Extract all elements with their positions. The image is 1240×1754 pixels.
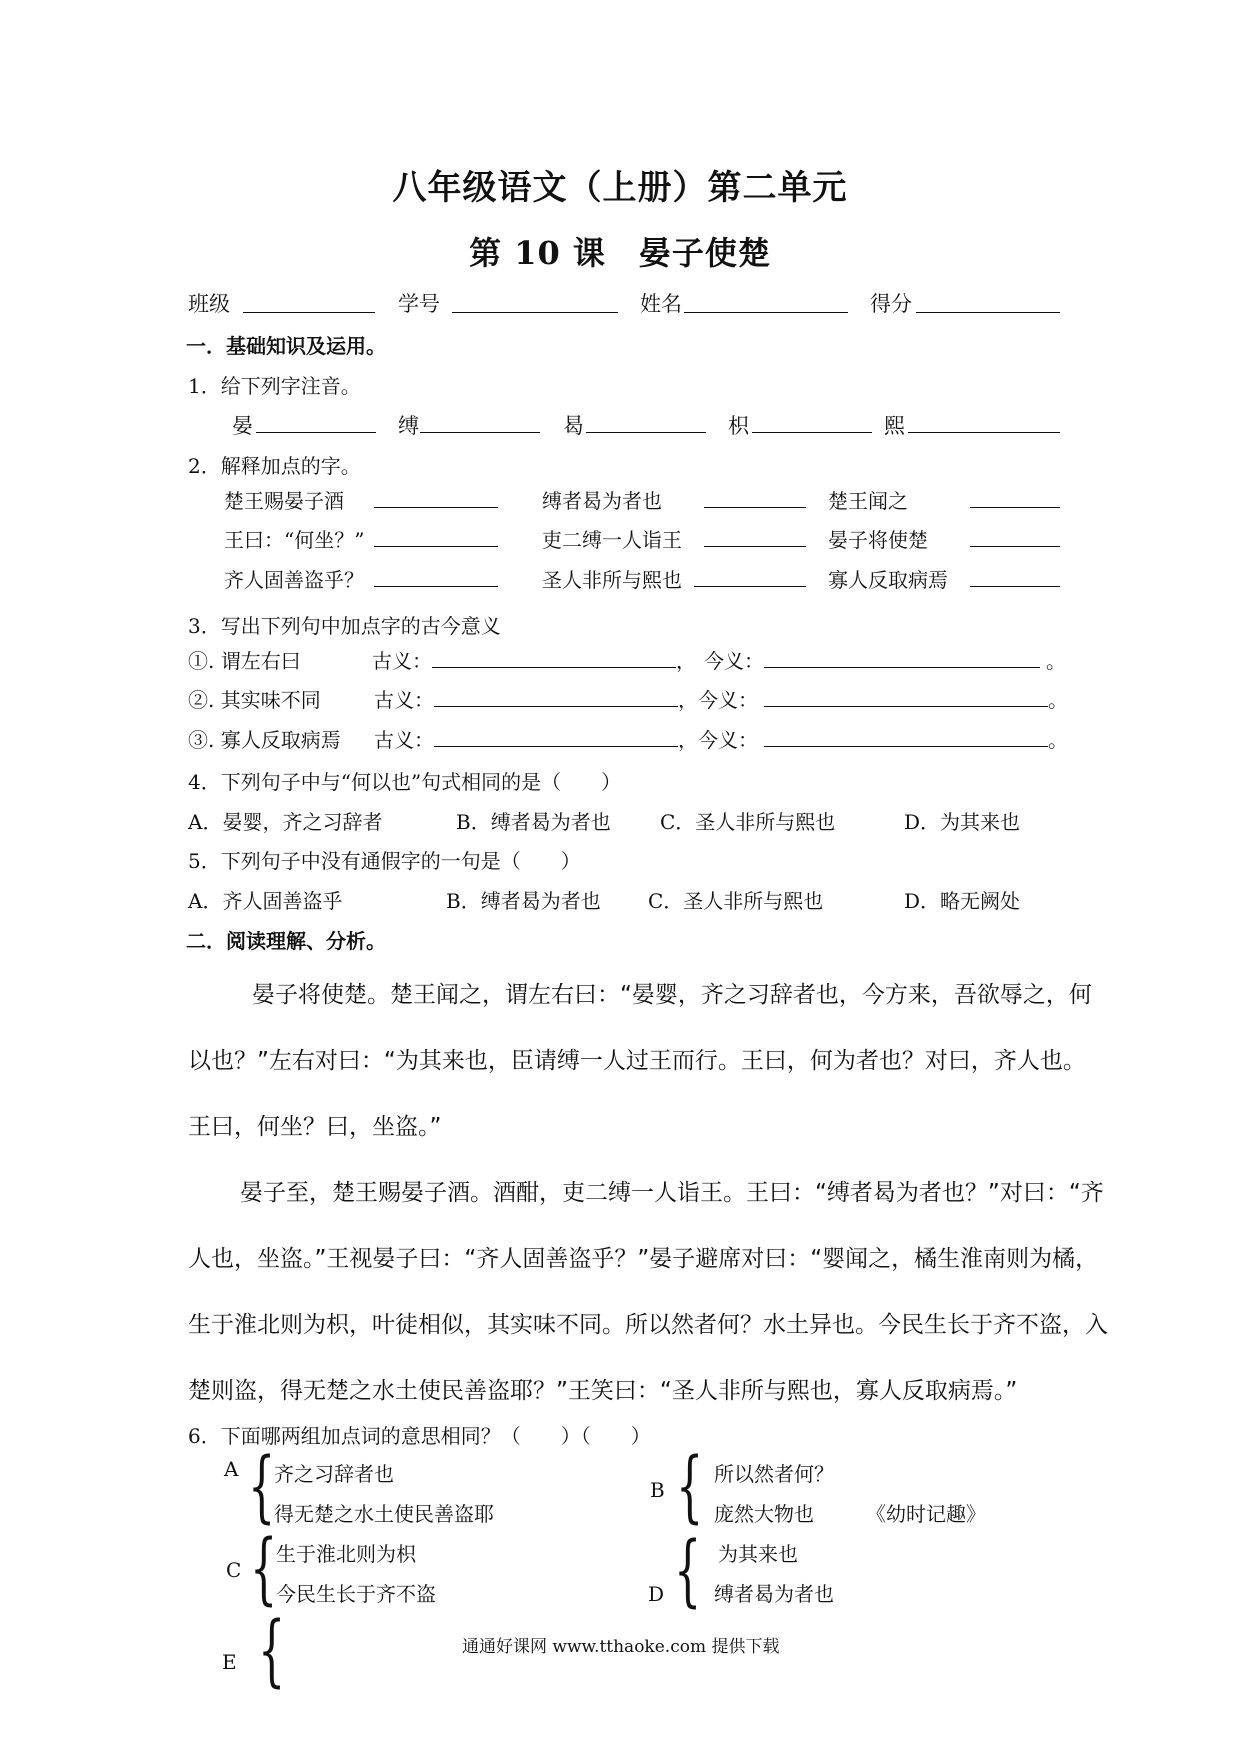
q3-gu-line[interactable] (434, 706, 678, 707)
q6-group-letter: D (648, 1582, 665, 1606)
passage-line: 以也？”左右对曰：“为其来也，臣请缚一人过王而行。王曰，何为者也？对曰，齐人也。 (188, 1048, 1086, 1074)
q5-label: 5．下列句子中没有通假字的一句是（ ） (188, 849, 581, 873)
q3-jin-label: 今义： (704, 649, 764, 673)
q2-answer-line[interactable] (374, 546, 498, 547)
q2-answer-line[interactable] (970, 586, 1060, 587)
q2-answer-line[interactable] (704, 507, 806, 508)
q2-answer-line[interactable] (374, 586, 498, 587)
q4-option-c[interactable]: C．圣人非所与熙也 (660, 810, 836, 834)
q1-char: 曷 (563, 414, 584, 438)
q6-phrase: 今民生长于齐不盗 (276, 1582, 436, 1606)
q3-item: ③. 寡人反取病焉 (188, 728, 341, 752)
q2-phrase: 齐人固善盗乎？ (224, 568, 364, 592)
passage-line: 晏子将使楚。楚王闻之，谓左右曰：“晏婴，齐之习辞者也，今方来，吾欲辱之，何 (252, 982, 1092, 1008)
q3-label: 3．写出下列句中加点字的古今意义 (188, 614, 501, 638)
q1-answer-line[interactable] (752, 432, 872, 433)
q2-answer-line[interactable] (704, 546, 806, 547)
q3-comma: ， (678, 728, 698, 752)
passage-line: 晏子至，楚王赐晏子酒。酒酣，吏二缚一人诣王。王曰：“缚者曷为者也？”对曰：“齐 (240, 1180, 1104, 1206)
q1-char: 缚 (398, 414, 419, 438)
passage-line: 楚则盗，得无楚之水土使民善盗耶？”王笑曰：“圣人非所与熙也，寡人反取病焉。” (188, 1378, 1018, 1404)
lesson-title: 第 10 课 晏子使楚 (469, 234, 771, 272)
field-name-line[interactable] (684, 312, 848, 313)
q5-option-a[interactable]: A．齐人固善盗乎 (188, 889, 343, 913)
q2-label: 2．解释加点的字。 (188, 454, 361, 478)
footer-credit: 通通好课网 www.tthaoke.com 提供下载 (462, 1637, 780, 1657)
q3-gu-label: 古义： (374, 728, 434, 752)
q4-option-d[interactable]: D．为其来也 (904, 810, 1021, 834)
q6-label: 6．下面哪两组加点词的意思相同？（ ）（ ） (188, 1424, 651, 1448)
q2-phrase: 圣人非所与熙也 (542, 568, 682, 592)
q3-comma: ， (678, 688, 698, 712)
q1-char: 晏 (232, 414, 253, 438)
field-score-label: 得分 (870, 292, 912, 316)
q3-jin-line[interactable] (764, 746, 1048, 747)
brace-icon: { (676, 1442, 704, 1532)
q6-phrase: 齐之习辞者也 (274, 1462, 394, 1486)
q2-answer-line[interactable] (374, 507, 498, 508)
q3-item: ①. 谓左右曰 (188, 649, 301, 673)
passage-line: 生于淮北则为枳，叶徒相似，其实味不同。所以然者何？水土异也。今民生长于齐不盗，入 (188, 1312, 1108, 1338)
q3-gu-label: 古义： (372, 649, 432, 673)
q5-option-c[interactable]: C．圣人非所与熙也 (648, 889, 824, 913)
q3-period: 。 (1048, 688, 1068, 712)
q4-label: 4．下列句子中与“何以也”句式相同的是（ ） (188, 770, 622, 794)
q3-gu-line[interactable] (434, 746, 678, 747)
page-title: 八年级语文（上册）第二单元 (392, 168, 848, 208)
q6-group-letter: C (226, 1558, 242, 1582)
q6-phrase: 所以然者何？ (714, 1462, 834, 1486)
passage-line: 人也，坐盗。”王视晏子曰：“齐人固善盗乎？”晏子避席对曰：“婴闻之，橘生淮南则为橘， (188, 1246, 1099, 1272)
field-number-label: 学号 (398, 292, 440, 316)
q1-answer-line[interactable] (908, 432, 1060, 433)
q4-option-a[interactable]: A．晏婴，齐之习辞者 (188, 810, 383, 834)
q1-answer-line[interactable] (256, 432, 376, 433)
q6-phrase: 庞然大物也 (714, 1502, 814, 1526)
q1-char: 枳 (728, 414, 749, 438)
q3-item: ②. 其实味不同 (188, 688, 321, 712)
q1-char: 熙 (884, 414, 905, 438)
brace-icon: { (674, 1526, 702, 1616)
q2-phrase: 楚王闻之 (828, 489, 908, 513)
field-class-label: 班级 (188, 292, 230, 316)
q3-comma: ， (676, 649, 696, 673)
q3-period: 。 (1046, 649, 1066, 673)
q3-gu-label: 古义： (374, 688, 434, 712)
q3-period: 。 (1048, 728, 1068, 752)
q3-jin-line[interactable] (764, 667, 1040, 668)
brace-icon: { (250, 1524, 278, 1614)
q5-option-d[interactable]: D．略无阙处 (904, 889, 1021, 913)
q2-answer-line[interactable] (970, 546, 1060, 547)
brace-icon: { (258, 1606, 286, 1696)
q6-group-letter: E (222, 1650, 237, 1674)
section2-heading: 二．阅读理解、分析。 (186, 929, 386, 953)
q1-answer-line[interactable] (420, 432, 540, 433)
passage-line: 王曰，何坐？曰，坐盗。” (188, 1114, 442, 1140)
q6-group-letter: B (650, 1478, 665, 1502)
q2-phrase: 吏二缚一人诣王 (542, 528, 682, 552)
q6-group-letter: A (224, 1457, 239, 1481)
field-score-line[interactable] (916, 312, 1060, 313)
q3-gu-line[interactable] (432, 667, 676, 668)
q1-label: 1．给下列字注音。 (188, 374, 361, 398)
section1-heading: 一．基础知识及运用。 (186, 334, 386, 358)
q2-phrase: 楚王赐晏子酒 (224, 489, 344, 513)
q6-source-note: 《幼时记趣》 (866, 1502, 986, 1526)
q6-phrase: 为其来也 (718, 1542, 798, 1566)
q2-phrase: 晏子将使楚 (828, 528, 928, 552)
q6-phrase: 得无楚之水土使民善盗耶 (274, 1502, 494, 1526)
q2-phrase: 寡人反取病焉 (828, 568, 948, 592)
q2-phrase: 王曰：“何坐？” (224, 528, 365, 552)
q2-answer-line[interactable] (970, 507, 1060, 508)
q4-option-b[interactable]: B．缚者曷为者也 (456, 810, 611, 834)
field-class-line[interactable] (243, 312, 375, 313)
q6-phrase: 生于淮北则为枳 (276, 1542, 416, 1566)
q3-jin-label: 今义： (698, 728, 758, 752)
q3-jin-label: 今义： (698, 688, 758, 712)
brace-icon: { (248, 1442, 276, 1532)
field-name-label: 姓名 (640, 292, 682, 316)
q2-phrase: 缚者曷为者也 (542, 489, 662, 513)
field-number-line[interactable] (452, 312, 618, 313)
q6-phrase: 缚者曷为者也 (714, 1582, 834, 1606)
q1-answer-line[interactable] (586, 432, 706, 433)
q2-answer-line[interactable] (694, 586, 806, 587)
q5-option-b[interactable]: B．缚者曷为者也 (446, 889, 601, 913)
q3-jin-line[interactable] (764, 706, 1048, 707)
